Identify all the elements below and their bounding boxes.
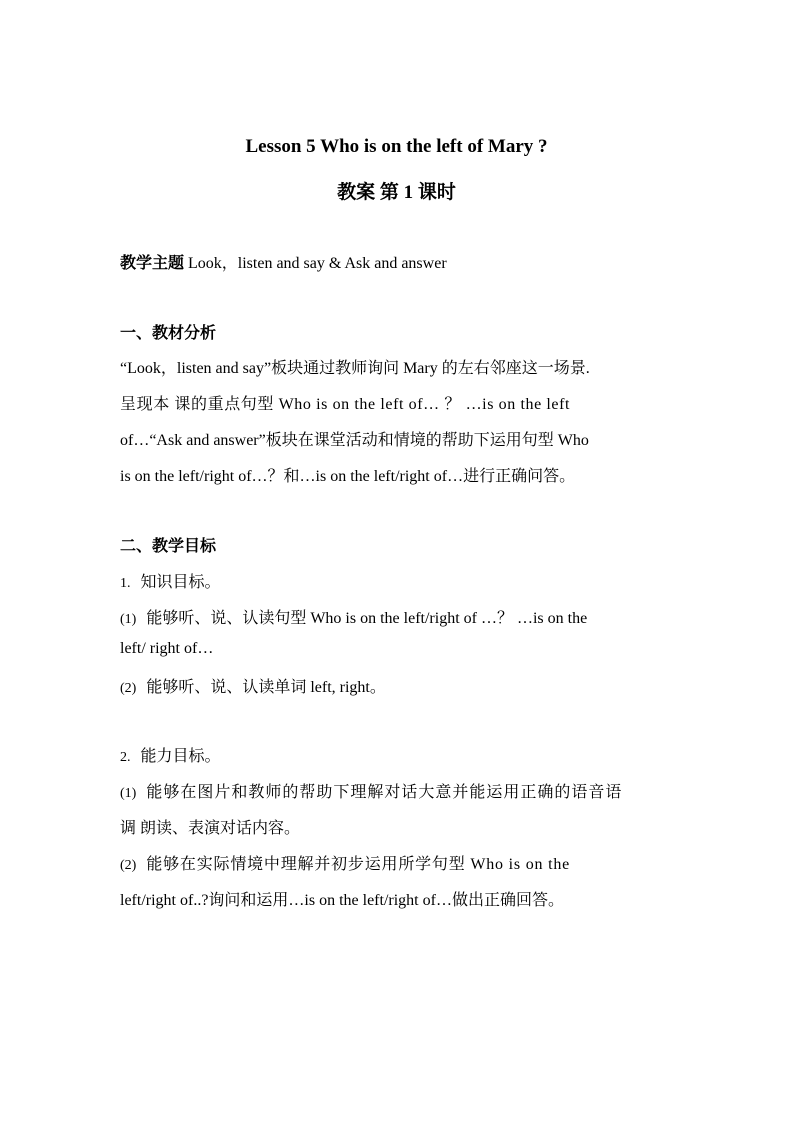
goal1-item-1-line2: left/ right of… <box>120 640 214 657</box>
goal2-item-1 <box>120 779 622 802</box>
section1-line-2-text: 呈现本 课的重点句型 Who is on the left of… ？ …is on the left <box>120 396 571 413</box>
section1-line-1: “Look，listen and say”板块通过教师询问 Mary 的左右邻座这一场景. <box>120 360 590 377</box>
section1-heading: 一、教材分析 <box>120 325 217 342</box>
goal1-item-1-number: (1) <box>120 612 137 627</box>
goal1-item-2 <box>120 674 386 697</box>
lesson-title: Lesson 5 Who is on the left of Mary ? <box>245 136 548 157</box>
goal1-item-1 <box>120 605 587 628</box>
theme-label: 教学主题 <box>120 255 185 272</box>
goal2-heading <box>120 743 221 766</box>
goal1-heading <box>120 569 221 592</box>
section2-heading: 二、教学目标 <box>120 538 217 555</box>
goal2-number: 2. <box>120 750 131 765</box>
goal2-text: 能力目标。 <box>140 748 221 765</box>
theme-value: Look，listen and say & Ask and answer <box>188 255 447 272</box>
goal2-item-2 <box>120 851 570 874</box>
section1-line-2 <box>120 391 675 414</box>
goal2-item-1-number: (1) <box>120 786 137 801</box>
section1-line-3: of…“Ask and answer”板块在课堂活动和情境的帮助下运用句型 Who <box>120 432 589 449</box>
goal2-item-1-line1: 能够在图片和教师的帮助下理解对话大意并能运用正确的语音语 <box>146 784 623 801</box>
goal1-item-1-line1: 能够听、说、认读句型 Who is on the left/right of …？ …is on the <box>146 610 588 627</box>
goal1-text: 知识目标。 <box>140 574 221 591</box>
goal1-number: 1. <box>120 576 131 591</box>
goal1-item-2-number: (2) <box>120 681 137 696</box>
lesson-subtitle: 教案 第 1 课时 <box>337 182 456 203</box>
goal2-item-2-number: (2) <box>120 858 137 873</box>
theme-line <box>120 250 447 273</box>
goal1-item-2-line1: 能够听、说、认读单词 left, right。 <box>146 679 386 696</box>
goal2-item-1-line2: 调 朗读、表演对话内容。 <box>120 820 301 837</box>
section1-line-4: is on the left/right of…？和…is on the left/right of…进行正确问答。 <box>120 468 576 485</box>
goal2-item-2-line2: left/right of..?询问和运用…is on the left/right of…做出正确回答。 <box>120 892 564 909</box>
goal2-item-2-line1: 能够在实际情境中理解并初步运用所学句型 Who is on the <box>146 856 571 873</box>
